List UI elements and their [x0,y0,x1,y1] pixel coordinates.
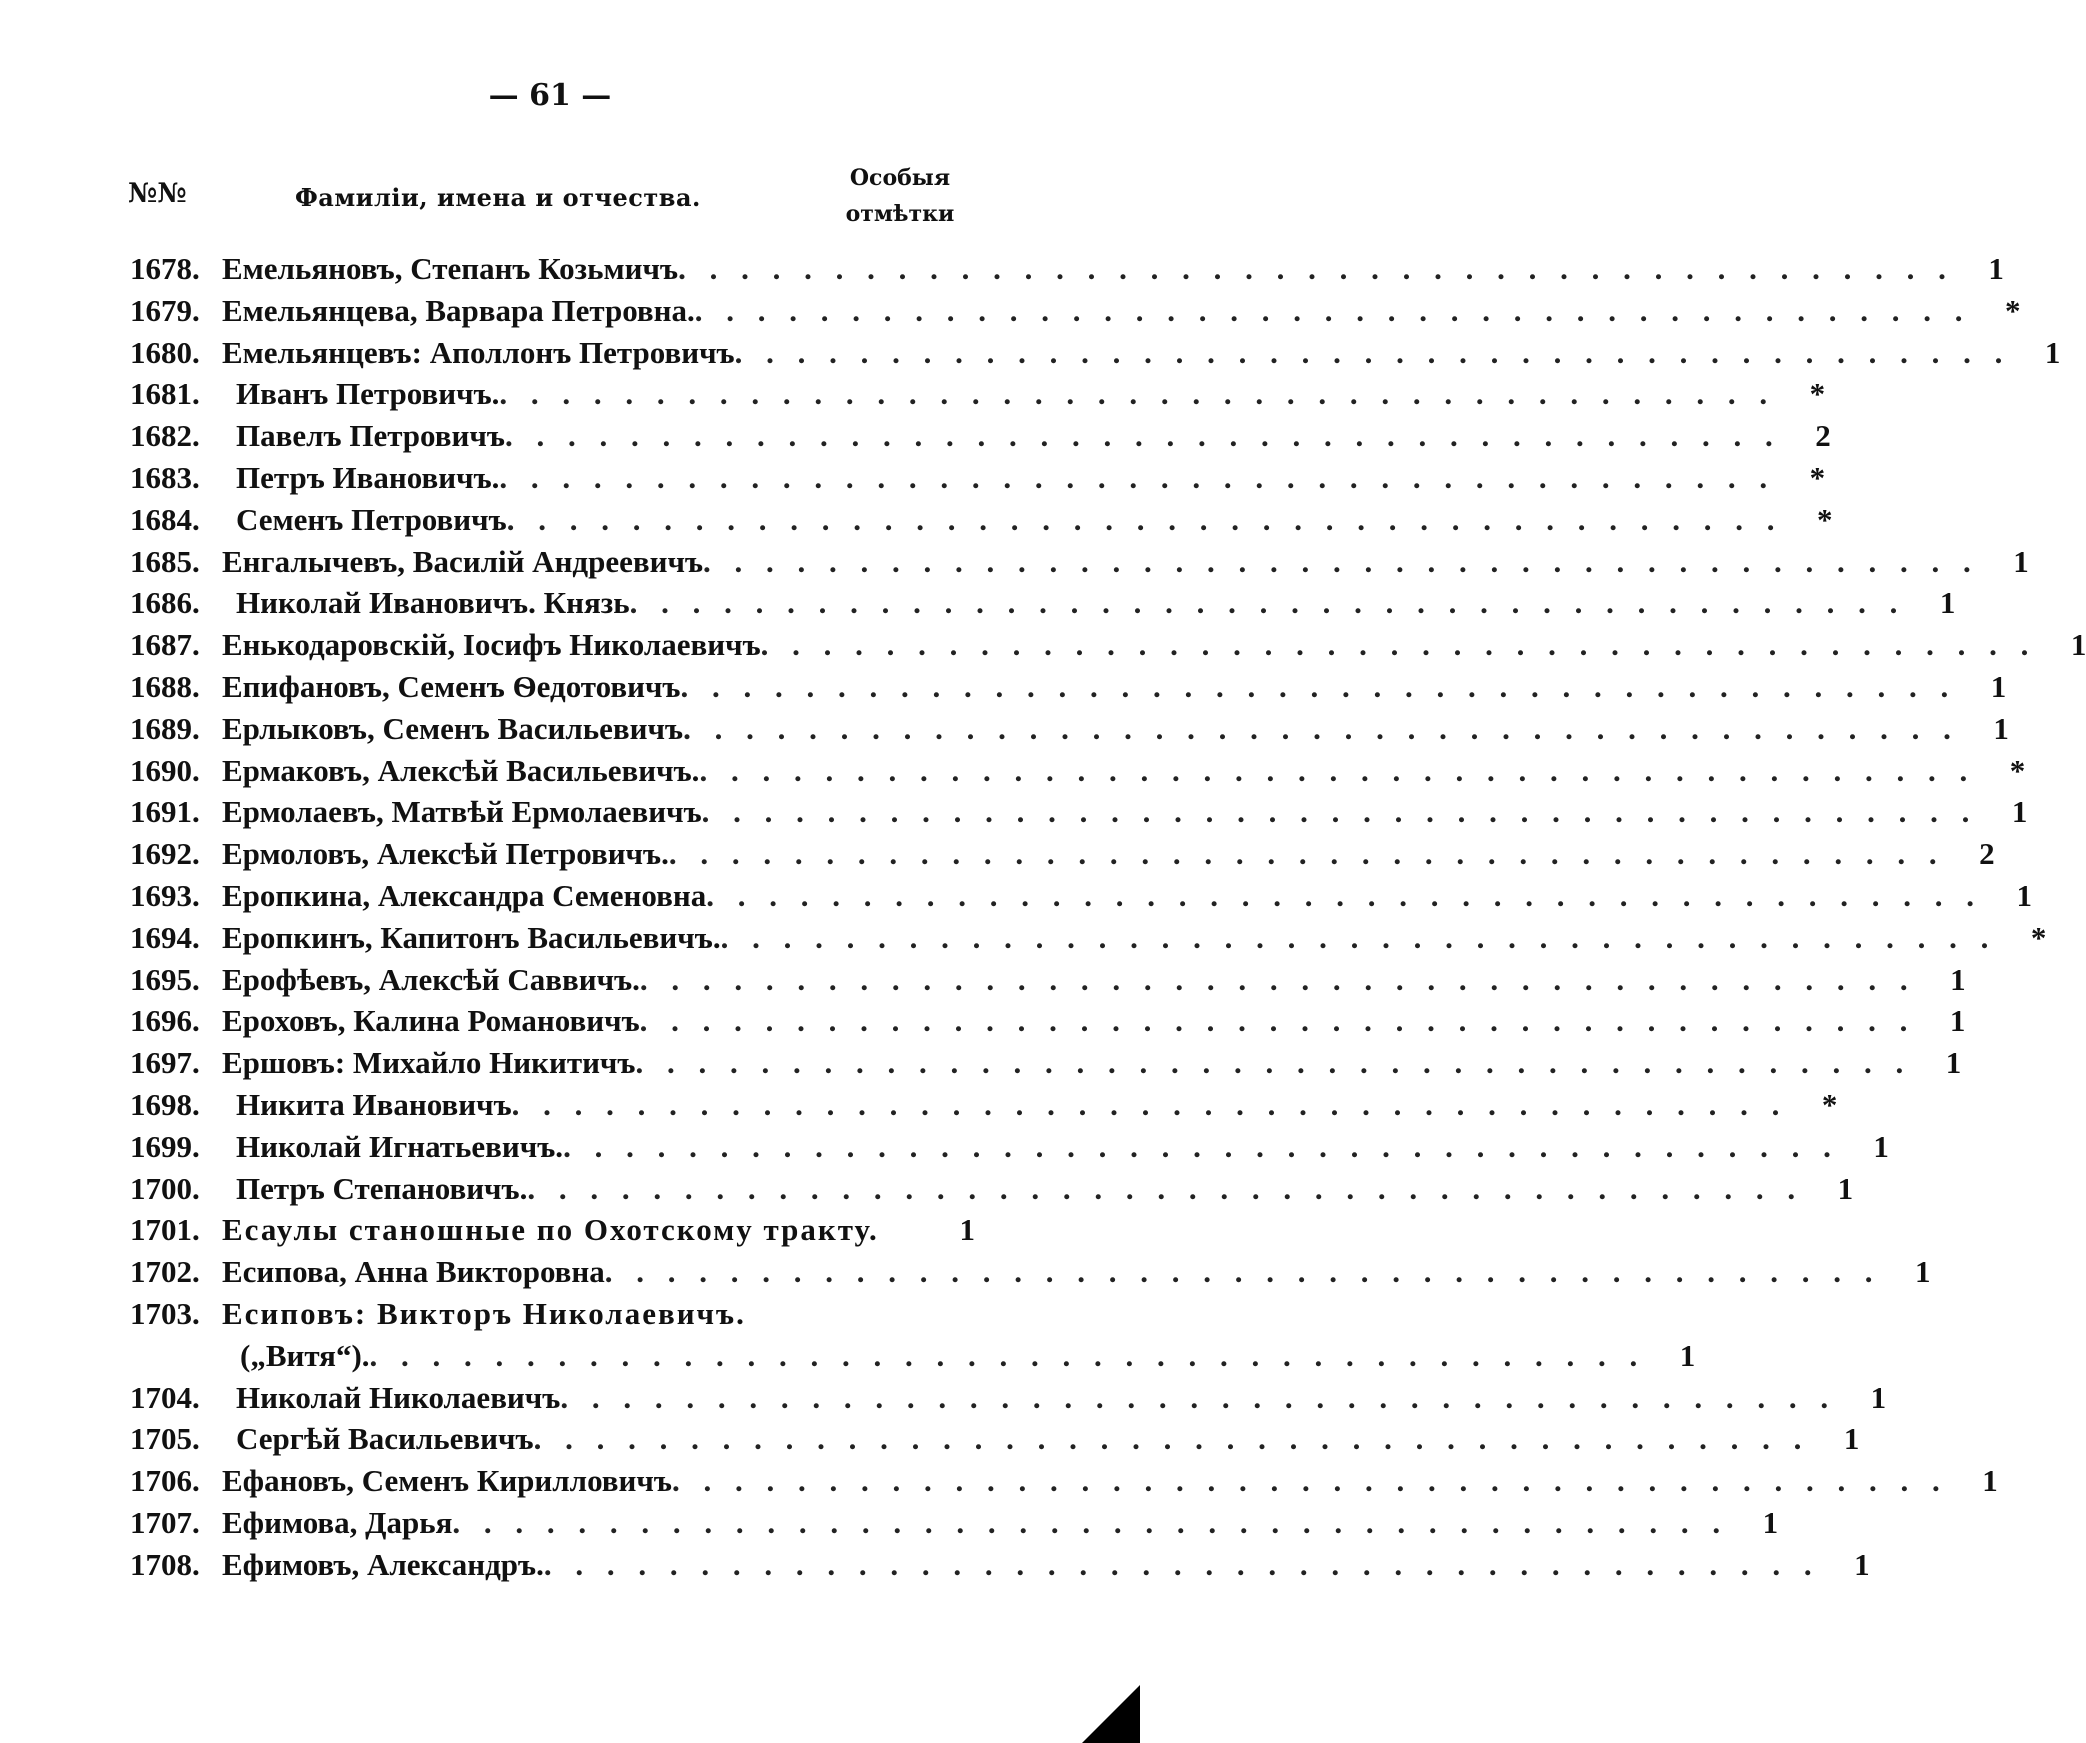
entry-name: Ефановъ, Семенъ Кирилловичъ [222,1463,672,1499]
list-item [130,917,2047,959]
entry-number: 1679. [130,292,200,328]
entry-number: 1685. [130,543,200,579]
entry-name: Есиповъ: Викторъ Николаевичъ. [222,1295,746,1331]
list-item [130,290,2021,332]
entry-mark: * [1821,1086,1838,1122]
entry-mark: 1 [1762,1504,1779,1540]
entry-mark: * [1809,459,1826,495]
dot-leader [735,332,2011,374]
entry-number: 1694. [130,919,200,955]
entry-mark: 1 [1990,668,2007,704]
entry-mark: 1 [1873,1128,1889,1164]
entry-number: 1698. [130,1086,200,1122]
column-header-number: №№ [128,178,187,209]
list-item [130,1502,1779,1544]
list-item [130,1209,975,1251]
entry-name: Епифановъ, Семенъ Ѳедотовичъ [222,668,681,704]
dot-leader [563,1126,1839,1168]
entry-number: 1695. [130,961,200,997]
list-item [130,499,1833,541]
entry-name: Сергѣй Васильевичъ [236,1421,534,1457]
entry-mark: 1 [1988,251,2004,286]
entry-number: 1700. [130,1170,200,1206]
entry-mark: 1 [2016,877,2033,913]
entry-name: Енькодаровскій, Іосифъ Николаевичъ [222,627,761,663]
dot-leader [761,624,2037,666]
list-item [130,1460,1998,1502]
entry-number: 1690. [130,752,200,788]
entry-mark: 1 [2070,627,2086,663]
dot-leader [669,833,1945,875]
entry-number: 1689. [130,710,200,746]
entry-mark: 2 [1979,836,1995,872]
entry-mark: * [1809,376,1826,412]
list-item [130,373,1826,415]
dot-leader [672,1460,1948,1502]
list-item [130,1042,1962,1084]
entry-number: 1704. [130,1379,200,1415]
dot-leader [452,1502,1728,1544]
dot-leader [702,791,1978,833]
entry-name: („Витя“). [240,1337,370,1373]
entry-mark: 1 [1993,710,2009,746]
dot-leader [681,666,1957,708]
list-item [130,415,1831,457]
list-item [130,541,2029,583]
entry-mark: 1 [1949,1003,1966,1039]
dot-leader [683,708,1959,750]
dot-leader [706,875,1982,917]
dot-leader [499,457,1775,499]
entry-number: 1691. [130,794,200,830]
column-header-names: Фамиліи, имена и отчества. [295,183,701,212]
entry-name: Петръ Степановичъ. [236,1170,528,1206]
list-item [130,1000,1966,1042]
entry-mark: 1 [1950,961,1966,997]
dot-leader [699,750,1975,792]
list-item [130,582,1956,624]
column-header-marks [830,160,970,232]
entries-list [130,248,2086,1586]
entry-number: 1686. [130,585,200,621]
entry-number: 1683. [130,459,200,495]
entry-name: Ермолаевъ, Матвѣй Ермолаевичъ [222,794,702,830]
entry-mark: * [1816,501,1833,537]
entry-number: 1678. [130,251,200,286]
entry-mark: 2 [1815,418,1831,454]
list-item [130,1168,1854,1210]
entry-number: 1702. [130,1254,200,1290]
entry-name: Есаулы станошные по Охотскому тракту. [222,1212,879,1248]
entry-name: Никита Ивановичъ [236,1086,512,1122]
dot-leader [507,499,1783,541]
entry-mark: 1 [1915,1254,1931,1290]
dot-leader [544,1544,1820,1586]
entry-number: 1696. [130,1003,200,1039]
entry-mark: * [2009,752,2026,788]
entry-mark: 1 [1982,1463,1998,1499]
entry-name: Павелъ Петровичъ [236,418,505,454]
entry-mark: 1 [1870,1379,1887,1415]
entry-number: 1687. [130,627,200,663]
dot-leader [560,1377,1836,1419]
entry-name: Ефимова, Дарья [222,1504,453,1540]
entry-name: Петръ Ивановичъ. [236,459,500,495]
entry-number: 1699. [130,1128,200,1164]
list-item [130,791,2028,833]
dot-leader [703,541,1979,583]
entry-number: 1703. [130,1295,200,1331]
entry-number: 1697. [130,1045,200,1081]
list-item [130,750,2026,792]
list-item [130,457,1826,499]
entry-number: 1707. [130,1504,200,1540]
list-item [130,1544,1870,1586]
entry-name: Енгалычевъ, Василій Андреевичъ [222,543,704,579]
entry-number: 1706. [130,1463,200,1499]
dot-leader [695,290,1971,332]
page-number: — 61 — [488,78,612,113]
entry-number: 1682. [130,418,200,454]
entry-name: Николай Ивановичъ. Князь [236,585,630,621]
entry-name: Есипова, Анна Викторовна [222,1254,605,1290]
entry-name: Николай Игнатьевичъ. [236,1128,564,1164]
entry-name: Ермоловъ, Алексѣй Петровичъ. [222,836,669,872]
dot-leader [605,1251,1881,1293]
entry-mark: 1 [959,1212,975,1248]
dot-leader [505,415,1781,457]
entry-name: Иванъ Петровичъ. [236,376,500,412]
page-corner-mark [1082,1685,1140,1743]
entry-name: Ерофѣевъ, Алексѣй Саввичъ. [222,961,640,997]
entry-name: Ершовъ: Михайло Никитичъ [222,1045,636,1081]
entry-mark: 1 [1837,1170,1854,1206]
dot-leader [721,917,1997,959]
list-item [130,959,1966,1001]
entry-mark: 1 [2011,794,2028,830]
entry-number: 1708. [130,1546,200,1582]
dot-leader [630,582,1906,624]
list-item [130,666,2007,708]
entry-mark: 1 [1945,1045,1962,1081]
dot-leader [640,1000,1916,1042]
entry-name: Николай Николаевичъ [236,1379,561,1415]
dot-leader [678,248,1954,290]
entry-name: Еропкина, Александра Семеновна [222,877,707,913]
list-item [130,1251,1931,1293]
entry-number: 1688. [130,668,200,704]
column-header-marks-line1: Особыя [849,165,951,191]
dot-leader [512,1084,1788,1126]
entry-name: Ефимовъ, Александръ. [222,1546,544,1582]
entry-name: Еропкинъ, Капитонъ Васильевичъ. [222,919,721,955]
dot-leader [499,373,1775,415]
list-item [130,248,2004,290]
entry-number: 1693. [130,877,200,913]
entry-mark: 1 [1939,585,1956,621]
list-item [130,833,1995,875]
entry-number: 1684. [130,501,200,537]
entry-mark: * [2005,292,2021,328]
entry-mark: 1 [2044,334,2061,370]
entry-name: Емельянцевъ: Аполлонъ Петровичъ [222,334,735,370]
list-item [130,332,2061,374]
entry-number: 1681. [130,376,200,412]
entry-name: Семенъ Петровичъ [236,501,507,537]
list-item [130,1293,975,1335]
dot-leader [640,959,1916,1001]
dot-leader [370,1335,1646,1377]
column-header-marks-line2: отмѣтки [845,201,955,227]
list-item [130,708,2009,750]
list-item [130,1418,1860,1460]
list-item [130,875,2033,917]
dot-leader [534,1418,1810,1460]
entry-mark: * [2030,919,2047,955]
list-item [130,624,2086,666]
list-item [130,1126,1889,1168]
entry-name: Ероховъ, Калина Романовичъ [222,1003,640,1039]
dot-leader [636,1042,1912,1084]
entry-name: Емельянцева, Варвара Петровна. [222,292,695,328]
entry-name: Ерлыковъ, Семенъ Васильевичъ [222,710,684,746]
entry-mark: 1 [2013,543,2029,579]
entry-name: Емельяновъ, Степанъ Козьмичъ [222,251,679,286]
entry-number: 1692. [130,836,200,872]
entry-name: Ермаковъ, Алексѣй Васильевичъ. [222,752,700,788]
entry-number: 1680. [130,334,200,370]
entry-number: 1705. [130,1421,200,1457]
entry-mark: 1 [1679,1337,1696,1373]
list-item [130,1377,1887,1419]
entry-number: 1701. [130,1212,200,1248]
entry-mark: 1 [1854,1546,1870,1582]
dot-leader [527,1168,1803,1210]
entry-mark: 1 [1843,1421,1860,1457]
list-item [130,1335,1696,1377]
list-item [130,1084,1838,1126]
